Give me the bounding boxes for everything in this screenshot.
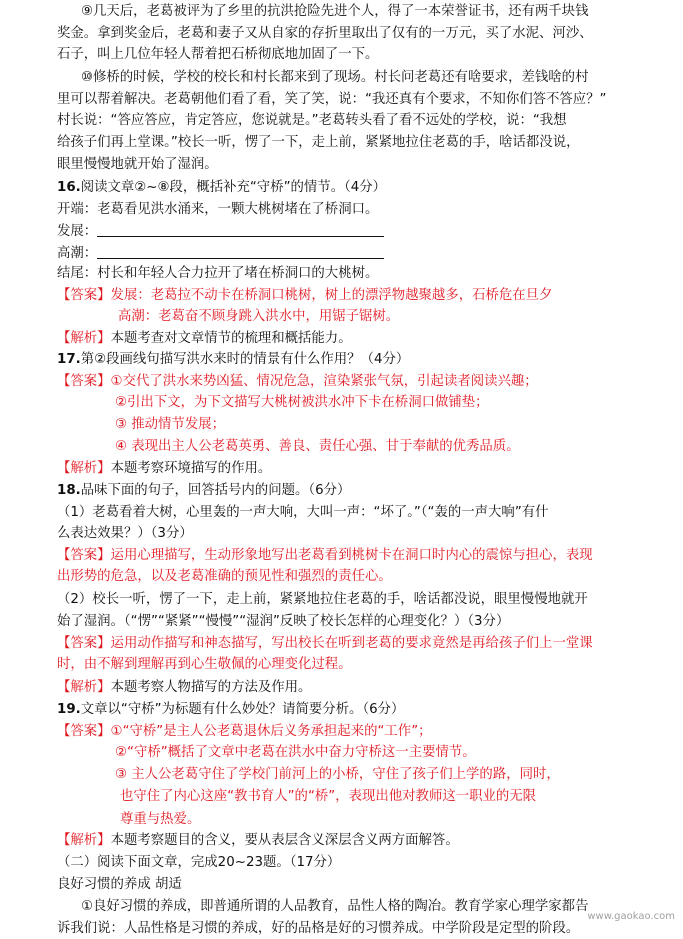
analysis-text: 本题考查对文章情节的梳理和概括能力。 (110, 331, 352, 346)
answer-blank (97, 244, 384, 259)
text-line: 始了湿润。（“愣”“紧紧”“慢慢”“湿润”反映了校长怎样的心理变化？）（3分） (57, 614, 510, 629)
answer-line: 出形势的危急，以及老葛准确的预见性和强烈的责任心。 (57, 569, 392, 584)
text-line (57, 178, 631, 198)
text-line: 石子，叫上几位年轻人帮着把石桥彻底地加固了一下。 (57, 47, 379, 62)
answer-line: 高潮：老葛奋不顾身跳入洪水中，用锯子锯树。 (118, 309, 400, 324)
text-line: （1）老葛看着大树，心里轰的一声大响，大叫一声：“坏了。”（“轰的一声大响”有什 (57, 505, 549, 520)
answer-line: ②引出下文，为下文描写大桃树被洪水冲下卡在桥洞口做铺垫； (115, 395, 489, 410)
text-line: 村长说：“答应答应，肯定答应，您说就是。”老葛转头看了看不远处的学校，说：“我想 (57, 113, 567, 128)
text-line: ⑩修桥的时候，学校的校长和村长都来到了现场。村长问老葛还有啥要求，差钱啥的村 (81, 70, 589, 85)
answer-blank (97, 222, 384, 237)
answer-line: 【答案】①“守桥”是主人公老葛退休后义务承担起来的“工作”； (57, 724, 432, 739)
answer-line: ③ 推动情节发展； (115, 417, 225, 432)
text-line: （2）校长一听，愣了一下，走上前，紧紧地拉住老葛的手，啥话都没说，眼里慢慢地就开 (57, 592, 588, 607)
text-line: 良好习惯的养成 胡适 (57, 877, 182, 892)
text-line: ①良好习惯的养成，即普通所谓的人品教育，品性人格的陶冶。教育学家心理学家都告 (81, 899, 589, 914)
answer-line: 【答案】发展：老葛拉不动卡在桥洞口桃树，树上的漂浮物越聚越多，石桥危在旦夕 (57, 288, 553, 303)
text-line (57, 831, 631, 851)
text-line: 奖金。拿到奖金后，老葛和妻子又从自家的存折里取出了仅有的一万元，买了水泥、河沙、 (57, 26, 593, 41)
question-text: 品味下面的句子，回答括号内的问题。（6分） (80, 483, 351, 498)
answer-line: 尊重与热爱。 (120, 812, 201, 827)
text-line: 结尾：村长和年轻人合力拉开了堵在桥洞口的大桃树。 (57, 266, 379, 281)
question-number: 17. (57, 352, 81, 367)
text-line (57, 350, 631, 370)
answer-line: ③ 主人公老葛守住了学校门前河上的小桥，守住了孩子们上学的路，同时， (115, 767, 560, 782)
text-line: 给孩子们再上堂课。”校长一听，愣了一下，走上前，紧紧地拉住老葛的手，啥话都没说， (57, 135, 580, 150)
answer-line: 【答案】运用动作描写和神态描写，写出校长在听到老葛的要求竟然是再给孩子们上一堂课 (57, 636, 593, 651)
analysis-tag: 【解析】 (57, 833, 111, 848)
text-line (57, 244, 631, 264)
answer-line: 【答案】①交代了洪水来势凶猛、情况危急，渲染紧张气氛，引起读者阅读兴趣； (57, 374, 538, 389)
question-number: 18. (57, 483, 81, 498)
text-line: 眼里慢慢地就开始了湿润。 (57, 157, 218, 172)
text-line (57, 678, 631, 698)
analysis-tag: 【解析】 (57, 680, 111, 695)
analysis-text: 本题考察人物描写的方法及作用。 (110, 680, 312, 695)
answer-line: 时，由不解到理解再到心生敬佩的心理变化过程。 (57, 657, 352, 672)
answer-line: 【答案】运用心理描写，生动形象地写出老葛看到桃树卡在洞口时内心的震惊与担心，表现 (57, 548, 593, 563)
analysis-text: 本题考察环境描写的作用。 (110, 461, 272, 476)
analysis-text: 本题考察题目的含义，要从表层含义深层含义两方面解答。 (110, 833, 459, 848)
text-line: 开端：老葛看见洪水涌来，一颗大桃树堵在了桥洞口。 (57, 202, 379, 217)
text-line: 诉我们说：人品性格是习惯的养成，好的品格是好的习惯养成。中学阶段是定型的阶段。 (57, 921, 580, 936)
question-text: 第②段画线句描写洪水来时的情景有什么作用？（4分） (80, 352, 410, 367)
answer-line: ②“守桥”概括了文章中老葛在洪水中奋力守桥这一主要情节。 (115, 745, 476, 760)
text-line (57, 459, 631, 479)
text-line: （二）阅读下面文章，完成20~23题。（17分） (57, 855, 341, 870)
analysis-tag: 【解析】 (57, 331, 111, 346)
line-label: 发展： (57, 224, 98, 239)
answer-line: ④ 表现出主人公老葛英勇、善良、责任心强、甘于奉献的优秀品质。 (115, 439, 520, 454)
text-line (57, 481, 631, 501)
text-line: 么表达效果？）（3分） (57, 526, 193, 541)
text-line: ⑨几天后，老葛被评为了乡里的抗洪抢险先进个人，得了一本荣誉证书，还有两千块钱 (81, 4, 589, 19)
text-line (57, 222, 631, 242)
text-line: 里可以帮着解决。老葛朝他们看了看，笑了笑，说：“我还真有个要求，不知你们答不答应？” (57, 92, 607, 107)
analysis-tag: 【解析】 (57, 461, 111, 476)
line-label: 高潮： (57, 246, 98, 261)
watermark-url: www.gaokao.com (587, 911, 675, 922)
question-text: 阅读文章②~⑧段，概括补充“守桥”的情节。（4分） (80, 180, 387, 195)
question-number: 16. (57, 180, 81, 195)
question-number: 19. (57, 702, 81, 717)
answer-line: 也守住了内心这座“教书育人”的“桥”，表现出他对教师这一职业的无限 (120, 789, 537, 804)
text-line (57, 329, 631, 349)
text-line (57, 700, 631, 720)
question-text: 文章以“守桥”为标题有什么妙处？请简要分析。（6分） (80, 702, 405, 717)
